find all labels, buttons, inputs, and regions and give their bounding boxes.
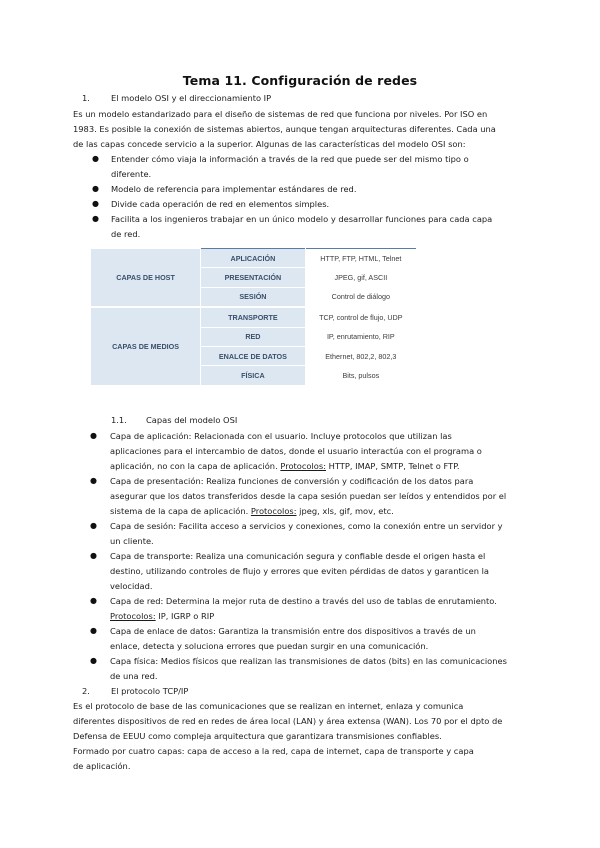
- section-1-bullet-continuation: diferente.: [111, 169, 152, 179]
- section-1-paragraph-line: Es un modelo estandarizado para el diseño de sistemas de red que funciona por niveles. Por ISO en: [73, 109, 488, 119]
- bullet-dot: ●: [92, 199, 99, 208]
- bullet-dot: ●: [90, 431, 97, 440]
- bullet-dot: ●: [90, 521, 97, 530]
- layer-examples: HTTP, FTP, HTML, Telnet: [305, 249, 416, 268]
- section-1-heading: El modelo OSI y el direccionamiento IP: [111, 93, 272, 103]
- layer-description-line: velocidad.: [110, 581, 153, 591]
- section-2-paragraph-line: de aplicación.: [73, 761, 131, 771]
- layer-examples: TCP, control de flujo, UDP: [305, 307, 416, 327]
- layer-examples: Control de diálogo: [305, 287, 416, 307]
- section-2-paragraph-line: Defensa de EEUU como compleja arquitectura que garantizara transmisiones confiables.: [73, 731, 442, 741]
- layer-description-line: Capa de aplicación: Relacionada con el usuario. Incluye protocolos que utilizan las: [110, 431, 452, 441]
- bullet-dot: ●: [90, 476, 97, 485]
- layer-description-line: aplicaciones para el intercambio de datos, donde el usuario interactúa con el programa o: [110, 446, 482, 456]
- section-2-paragraph-line: diferentes dispositivos de red en redes de área local (LAN) y área extensa (WAN). Los 70 por el dpto de: [73, 716, 503, 726]
- protocols-label: Protocolos:: [280, 461, 326, 471]
- layer-description-line: de una red.: [110, 671, 158, 681]
- section-1-paragraph-line: 1983. Es posible la conexión de sistemas abiertos, aunque tengan arquitecturas diferentes. Cada una: [73, 124, 496, 134]
- layer-name: ENALCE DE DATOS: [201, 346, 306, 365]
- section-2-number: 2.: [82, 686, 90, 696]
- layer-description-line: Protocolos: IP, IGRP o RIP: [110, 611, 215, 621]
- layer-description-line: un cliente.: [110, 536, 154, 546]
- layer-description-line: asegurar que los datos transferidos desde la capa sesión puedan ser leídos y entendidos por el: [110, 491, 507, 501]
- page-title: Tema 11. Configuración de redes: [182, 73, 418, 88]
- layer-description-line: Capa de enlace de datos: Garantiza la transmisión entre dos dispositivos a través de un: [110, 626, 476, 636]
- bullet-dot: ●: [90, 596, 97, 605]
- section-1-bullet: Facilita a los ingenieros trabajar en un único modelo y desarrollar funciones para cada capa: [111, 214, 493, 224]
- layer-examples: JPEG, gif, ASCII: [305, 268, 416, 287]
- media-layers-label: CAPAS DE MEDIOS: [91, 307, 201, 385]
- layer-name: TRANSPORTE: [201, 307, 306, 327]
- layer-examples: Ethernet, 802,2, 802,3: [305, 346, 416, 365]
- section-1-bullet: Entender cómo viaja la información a través de la red que puede ser del mismo tipo o: [111, 154, 469, 164]
- layer-name: SESIÓN: [201, 287, 306, 307]
- layer-description-line: Capa de sesión: Facilita acceso a servicios y conexiones, como la conexión entre un servidor y: [110, 521, 503, 531]
- layer-name: FÍSICA: [201, 366, 306, 385]
- section-1-bullet-continuation: de red.: [111, 229, 141, 239]
- table-row: [91, 249, 417, 268]
- layer-description-line: aplicación, no con la capa de aplicación. Protocolos: HTTP, IMAP, SMTP, Telnet o FTP.: [110, 461, 460, 471]
- layer-description-line: enlace, detecta y soluciona errores que puedan surgir en una comunicación.: [110, 641, 429, 651]
- layer-examples: IP, enrutamiento, RIP: [305, 327, 416, 346]
- layer-description-line: destino, utilizando controles de flujo y errores que eviten pérdidas de datos y garanticen la: [110, 566, 489, 576]
- layer-name: RED: [201, 327, 306, 346]
- layer-description-line: Capa de presentación: Realiza funciones de conversión y codificación de los datos para: [110, 476, 474, 486]
- layer-description-line: Capa de red: Determina la mejor ruta de destino a través del uso de tablas de enrutamiento.: [110, 596, 497, 606]
- section-2-heading: El protocolo TCP/IP: [111, 686, 189, 696]
- bullet-dot: ●: [92, 154, 99, 163]
- section-1-number: 1.: [82, 93, 90, 103]
- section-2-paragraph-line: Es el protocolo de base de las comunicaciones que se realizan en internet, enlaza y comunica: [73, 701, 464, 711]
- protocols-label: Protocolos:: [250, 506, 297, 516]
- section-1-paragraph-line: de las capas concede servicio a la superior. Algunas de las características del modelo OSI son:: [73, 139, 466, 149]
- layer-description-line: Capa física: Medios físicos que realizan las transmisiones de datos (bits) en las comunicaciones: [110, 656, 507, 666]
- layer-description-line: sistema de la capa de aplicación. Protocolos: jpeg, xls, gif, mov, etc.: [110, 506, 394, 516]
- bullet-dot: ●: [90, 551, 97, 560]
- layer-examples: Bits, pulsos: [305, 366, 416, 385]
- table-row: [91, 307, 417, 327]
- layer-description-line: Capa de transporte: Realiza una comunicación segura y confiable desde el origen hasta el: [110, 551, 486, 561]
- section-1-bullet: Modelo de referencia para implementar estándares de red.: [111, 184, 357, 194]
- protocols-label: Protocolos:: [110, 611, 156, 621]
- bullet-dot: ●: [92, 184, 99, 193]
- bullet-dot: ●: [92, 214, 99, 223]
- section-1-1-heading: Capas del modelo OSI: [146, 415, 238, 425]
- layer-name: APLICACIÓN: [201, 249, 306, 268]
- section-1-1-number: 1.1.: [111, 415, 127, 425]
- layer-name: PRESENTACIÓN: [201, 268, 306, 287]
- bullet-dot: ●: [90, 626, 97, 635]
- section-2-paragraph-line: Formado por cuatro capas: capa de acceso a la red, capa de internet, capa de transporte y capa: [73, 746, 474, 756]
- bullet-dot: ●: [90, 656, 97, 665]
- osi-layers-table: [90, 248, 417, 386]
- host-layers-label: CAPAS DE HOST: [91, 249, 201, 308]
- section-1-bullet: Divide cada operación de red en elementos simples.: [111, 199, 330, 209]
